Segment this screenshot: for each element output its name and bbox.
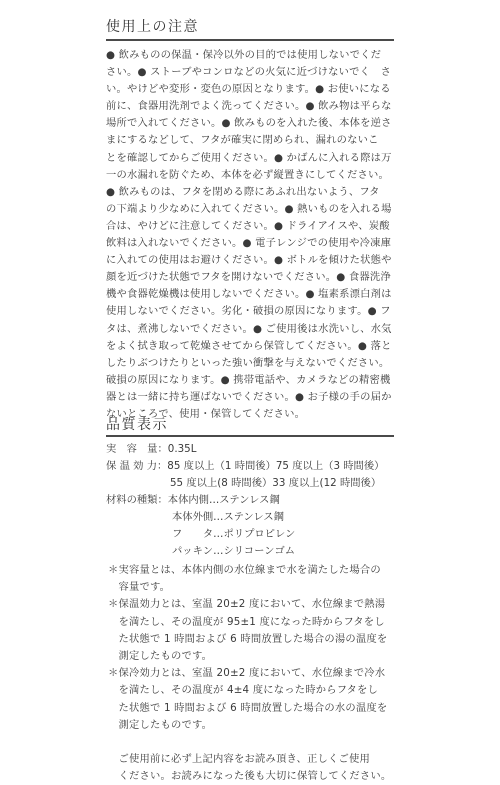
notice-line: に入れての使用はお避けください。● ボトルを傾けた状態や xyxy=(106,254,392,267)
notice-line: 一の水漏れを防ぐため、本体を必ず縦置きにしてください。 xyxy=(106,168,390,181)
notice-line: ● 飲みものは、フタを閉める際にあふれ出ないよう、フタ xyxy=(106,185,380,198)
spec-material-item: パッキン…シリコーンゴム xyxy=(172,545,296,557)
notice-body xyxy=(106,47,398,423)
notice-title-rule xyxy=(106,39,394,41)
notice-line: 器とは一緒に持ち運ばないでください。● お子様の手の届か xyxy=(106,390,392,403)
spec-material-item: 本体外側…ステンレス鋼 xyxy=(172,511,284,523)
notice-line: ● 飲みものの保温・保冷以外の目的では使用しないでくだ xyxy=(106,49,382,61)
notice-line: 場所で入れてください。● 飲みものを入れた後、本体を逆さ xyxy=(106,117,392,130)
notice-line: ないところで、使用・保管してください。 xyxy=(106,407,306,420)
spec-title-rule xyxy=(106,435,394,437)
notice-line: さい。● ストーブやコンロなどの火気に近づけないでく さ xyxy=(106,66,392,79)
notice-line: とを確認してからご使用ください。● かばんに入れる際は万 xyxy=(106,151,392,164)
note-line: た状態で 1 時間および 6 時間放置した場合の湯の温度を xyxy=(108,632,388,645)
spec-heat-retention-cont: 55 度以上(8 時間後）33 度以上(12 時間後） xyxy=(170,477,382,489)
notice-line: 破損の原因になります。● 携帯電話や、カメラなどの精密機 xyxy=(106,373,391,386)
note-line: た状態で 1 時間および 6 時間放置した場合の水の温度を xyxy=(108,701,388,714)
note-line: を満たし、その温度が 95±1 度になった時からフタをし xyxy=(108,615,385,628)
spec-capacity: 実 容 量：0.35L xyxy=(106,443,197,455)
notice-line: タは、煮沸しないでください。● ご使用後は水洗いし、水気 xyxy=(106,322,392,335)
spec-materials: 材料の種類：本体内側…ステンレス鋼 xyxy=(106,494,280,506)
spec-notes xyxy=(108,562,400,785)
note-line: 測定したものです。 xyxy=(108,649,213,662)
spec-heat-retention: 保 温 効 力：85 度以上（1 時間後）75 度以上（3 時間後） xyxy=(106,460,385,472)
note-line: ＊保温効力とは、室温 20±2 度において、水位線まで熱湯 xyxy=(108,598,386,611)
notice-line: 合は、やけどに注意してください。● ドライアイスや、炭酸 xyxy=(106,219,390,232)
notice-line: い。やけどや変形・変色の原因となります。● お使いになる xyxy=(106,83,391,96)
notice-line: まにするなどして、フタが確実に閉められ、漏れのないこ xyxy=(106,134,379,147)
spec-material-item: フ タ…ポリプロピレン xyxy=(172,528,296,540)
notice-line: 飲料は入れないでください。● 電子レンジでの使用や冷凍庫 xyxy=(106,237,392,250)
notice-line: 顔を近づけた状態でフタを開けないでください。● 食器洗浄 xyxy=(106,271,391,284)
notice-line: したりぶつけたりといった強い衝撃を与えないでください。 xyxy=(106,356,390,369)
note-line: ＊実容量とは、本体内側の水位線まで水を満たした場合の xyxy=(108,564,381,576)
notice-line: 前に、食器用洗剤でよく洗ってください。● 飲み物は平らな xyxy=(106,100,392,113)
notice-title: 使用上の注意 xyxy=(106,19,199,35)
notice-line: 機や食器乾燥機は使用しないでください。● 塩素系漂白剤は xyxy=(106,288,392,301)
note-spacer xyxy=(108,734,400,751)
spec-title: 品質表示 xyxy=(106,417,168,433)
notice-line: 使用しないでください。劣化・破損の原因になります。● フ xyxy=(106,305,391,318)
closing-line: ください。お読みになった後も大切に保管してください。 xyxy=(108,770,392,783)
notice-line: の下端より少なめに入れてください。● 熱いものを入れる場 xyxy=(106,202,392,215)
note-line: ＊保冷効力とは、室温 20±2 度において、水位線まで冷水 xyxy=(108,667,386,680)
notice-line: をよく拭き取って乾燥させてから保管してください。● 落と xyxy=(106,339,392,352)
closing-line: ご使用前に必ず上記内容をお読み頂き、正しくご使用 xyxy=(108,753,371,766)
note-line: を満たし、その温度が 4±4 度になった時からフタをし xyxy=(108,684,378,697)
note-line: 容量です。 xyxy=(108,581,171,594)
note-line: 測定したものです。 xyxy=(108,718,213,731)
